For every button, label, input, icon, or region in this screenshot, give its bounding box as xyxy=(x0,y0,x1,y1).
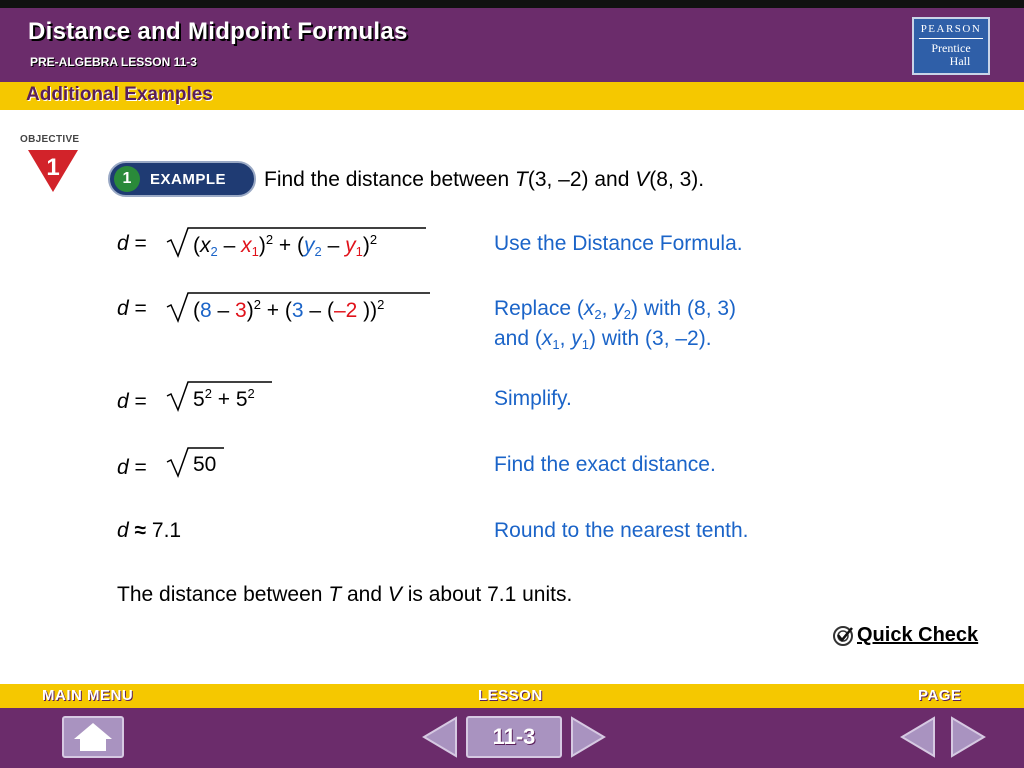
page-prev-button[interactable] xyxy=(898,716,938,758)
lesson-number-button[interactable]: 11-3 xyxy=(466,716,562,758)
step5-note: Round to the nearest tenth. xyxy=(494,519,749,542)
main-menu-label: MAIN MENU xyxy=(42,687,134,704)
nav-footer xyxy=(0,708,1024,768)
step5-row: d ≈ 7.1 xyxy=(117,519,182,542)
quick-check-label[interactable]: Quick Check xyxy=(857,624,979,646)
objective-badge xyxy=(20,134,92,181)
problem-statement xyxy=(264,168,704,192)
header-bar xyxy=(0,0,1024,82)
step1-lhs xyxy=(117,232,147,256)
step1-note: Use the Distance Formula. xyxy=(494,232,743,255)
approx-sign: ≈ xyxy=(134,519,147,542)
nav-label-bar xyxy=(0,684,1024,708)
home-icon xyxy=(64,718,122,756)
step5-value: 7.1 xyxy=(151,519,182,542)
logo-line2: Prentice xyxy=(931,41,971,55)
page-next-button[interactable] xyxy=(948,716,988,758)
pearson-logo xyxy=(912,17,990,75)
section-label: Additional Examples xyxy=(26,84,213,105)
logo-divider xyxy=(919,38,983,39)
example-number: 1 xyxy=(114,166,140,192)
step3-radicand: $5^2 + 5^2$ xyxy=(193,386,255,411)
problem-prefix: Find the distance between xyxy=(264,168,515,191)
point-v: V xyxy=(635,168,650,191)
d-variable: d xyxy=(117,232,129,255)
quick-check-icon xyxy=(830,623,856,649)
equals: = xyxy=(128,232,147,255)
step1-radicand: $(x_2 - x_1)^2 + (y_2 - y_1)^2$ xyxy=(193,232,378,259)
step4-radicand: 50 xyxy=(193,453,217,476)
point-t-coords: (3, –2) xyxy=(527,168,589,191)
section-bar xyxy=(0,82,1024,110)
lesson-next-button[interactable] xyxy=(568,716,608,758)
lesson-label: LESSON xyxy=(478,687,543,704)
step2-radicand: (8 – 3)$^2$ + (3 – (–2 ))$^2$ xyxy=(193,297,385,322)
logo-line3: Hall xyxy=(949,54,971,68)
step3-lhs: d = xyxy=(117,390,147,413)
step3-note: Simplify. xyxy=(494,387,572,410)
page-title: Distance and Midpoint Formulas xyxy=(28,18,408,45)
lesson-subtitle: PRE-ALGEBRA LESSON 11-3 xyxy=(30,55,197,69)
logo-brand: PEARSON xyxy=(920,23,982,35)
conclusion-text: The distance between T and V is about 7.1 units. xyxy=(117,583,573,606)
step4-lhs: d = xyxy=(117,456,147,479)
objective-triangle-icon xyxy=(26,148,80,194)
objective-label: OBJECTIVE xyxy=(20,134,80,145)
main-menu-home-button[interactable] xyxy=(62,716,124,758)
step4-note: Find the exact distance. xyxy=(494,453,716,476)
example-label: EXAMPLE xyxy=(150,171,227,188)
point-v-coords: (8, 3). xyxy=(649,168,705,191)
lesson-prev-button[interactable] xyxy=(420,716,460,758)
point-t: T xyxy=(515,168,528,191)
step2-note-line2: and ($x_1$, $y_1$) with (3, –2). xyxy=(494,327,712,352)
page-label: PAGE xyxy=(918,687,962,704)
objective-number: 1 xyxy=(46,154,60,181)
problem-and: and xyxy=(588,168,636,191)
step2-note-line1: Replace ($x_2$, $y_2$) with (8, 3) xyxy=(494,297,737,322)
example-badge xyxy=(108,161,256,197)
step2-lhs: d = xyxy=(117,297,147,320)
